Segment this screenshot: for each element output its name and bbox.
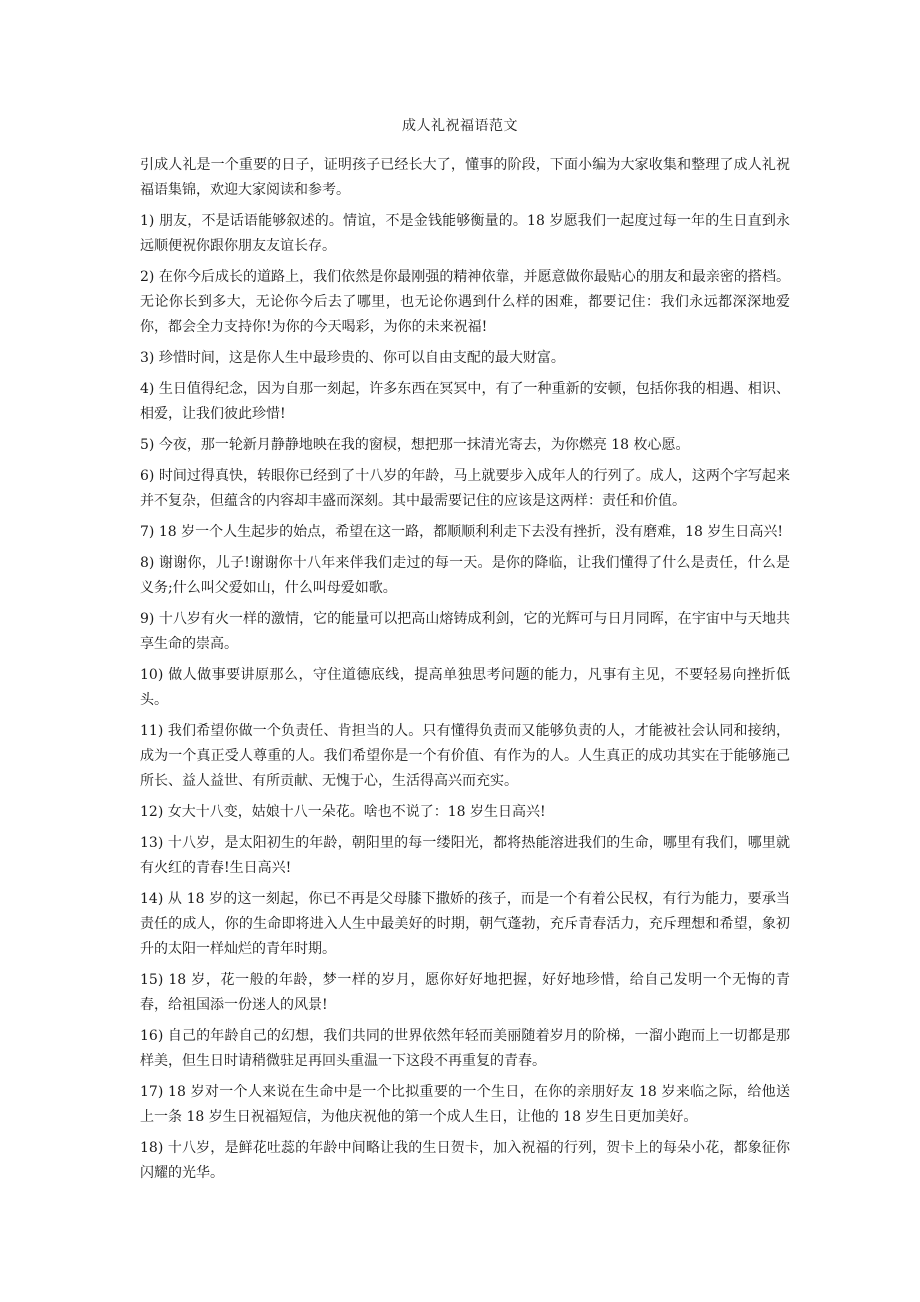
blessing-paragraph: 2) 在你今后成长的道路上，我们依然是你最刚强的精神依靠，并愿意做你最贴心的朋友和最亲密的搭档。无论你长到多大，无论你今后去了哪里，也无论你遇到什么样的困难，都要记住：我们永远都深深地爱你，都会全力支持你!为你的今天喝彩，为你的未来祝福! xyxy=(140,269,790,335)
blessing-paragraph: 3) 珍惜时间，这是你人生中最珍贵的、你可以自由支配的最大财富。 xyxy=(140,350,565,366)
blessing-paragraph: 10) 做人做事要讲原那么，守住道德底线，提高单独思考问题的能力，凡事有主见，不要轻易向挫折低头。 xyxy=(140,667,790,708)
blessing-paragraph: 5) 今夜，那一轮新月静静地映在我的窗棂，想把那一抹清光寄去，为你燃亮 18 枚心愿。 xyxy=(140,437,690,453)
page-title: 成人礼祝福语范文 xyxy=(402,118,518,134)
blessing-paragraph: 9) 十八岁有火一样的激情，它的能量可以把高山熔铸成利剑，它的光辉可与日月同晖，在宇宙中与天地共享生命的崇高。 xyxy=(140,611,790,652)
blessing-paragraph: 13) 十八岁，是太阳初生的年龄，朝阳里的每一缕阳光，都将热能溶进我们的生命，哪里有我们，哪里就有火红的青春!生日高兴! xyxy=(140,835,790,876)
blessing-paragraph: 7) 18 岁一个人生起步的始点，希望在这一路，都顺顺利利走下去没有挫折，没有磨难，18 岁生日高兴! xyxy=(140,524,783,540)
blessing-paragraph: 18) 十八岁，是鲜花吐蕊的年龄中间略让我的生日贺卡，加入祝福的行列，贺卡上的每朵小花，都象征你闪耀的光华。 xyxy=(140,1140,790,1181)
blessing-paragraph: 12) 女大十八变，姑娘十八一朵花。啥也不说了：18 岁生日高兴! xyxy=(140,804,546,820)
document-body xyxy=(140,153,790,1192)
blessing-paragraph: 17) 18 岁对一个人来说在生命中是一个比拟重要的一个生日，在你的亲朋好友 18 岁来临之际，给他送上一条 18 岁生日祝福短信，为他庆祝他的第一个成人生日，让他的 18 岁生日更加美好。 xyxy=(140,1084,790,1125)
intro-paragraph: 引成人礼是一个重要的日子，证明孩子已经长大了，懂事的阶段，下面小编为大家收集和整理了成人礼祝福语集锦，欢迎大家阅读和参考。 xyxy=(140,157,790,198)
blessing-paragraph: 8) 谢谢你，儿子!谢谢你十八年来伴我们走过的每一天。是你的降临，让我们懂得了什么是责任，什么是义务;什么叫父爱如山，什么叫母爱如歌。 xyxy=(140,555,790,596)
blessing-paragraph: 11) 我们希望你做一个负责任、肯担当的人。只有懂得负责而又能够负责的人，才能被社会认同和接纳，成为一个真正受人尊重的人。我们希望你是一个有价值、有作为的人。人生真正的成功其实在于能够施己所长、益人益世、有所贡献、无愧于心，生活得高兴而充实。 xyxy=(140,723,790,789)
blessing-paragraph: 1) 朋友，不是话语能够叙述的。情谊，不是金钱能够衡量的。18 岁愿我们一起度过每一年的生日直到永远顺便祝你跟你朋友友谊长存。 xyxy=(140,213,790,254)
blessing-paragraph: 6) 时间过得真快，转眼你已经到了十八岁的年龄，马上就要步入成年人的行列了。成人，这两个字写起来并不复杂，但蕴含的内容却丰盛而深刻。其中最需要记住的应该是这两样：责任和价值。 xyxy=(140,468,790,509)
blessing-paragraph: 15) 18 岁，花一般的年龄，梦一样的岁月，愿你好好地把握，好好地珍惜，给自己发明一个无悔的青春，给祖国添一份迷人的风景! xyxy=(140,972,790,1013)
blessing-paragraph: 14) 从 18 岁的这一刻起，你已不再是父母膝下撒娇的孩子，而是一个有着公民权，有行为能力，要承当责任的成人，你的生命即将进入人生中最美好的时期，朝气蓬勃，充斥青春活力，充斥理想和希望，象初升的太阳一样灿烂的青年时期。 xyxy=(140,891,790,957)
blessing-paragraph: 16) 自己的年龄自己的幻想，我们共同的世界依然年轻而美丽随着岁月的阶梯，一溜小跑而上一切都是那样美，但生日时请稍微驻足再回头重温一下这段不再重复的青春。 xyxy=(140,1028,790,1069)
blessing-paragraph: 4) 生日值得纪念，因为自那一刻起，许多东西在冥冥中，有了一种重新的安顿，包括你我的相遇、相识、相爱，让我们彼此珍惜! xyxy=(140,381,790,422)
